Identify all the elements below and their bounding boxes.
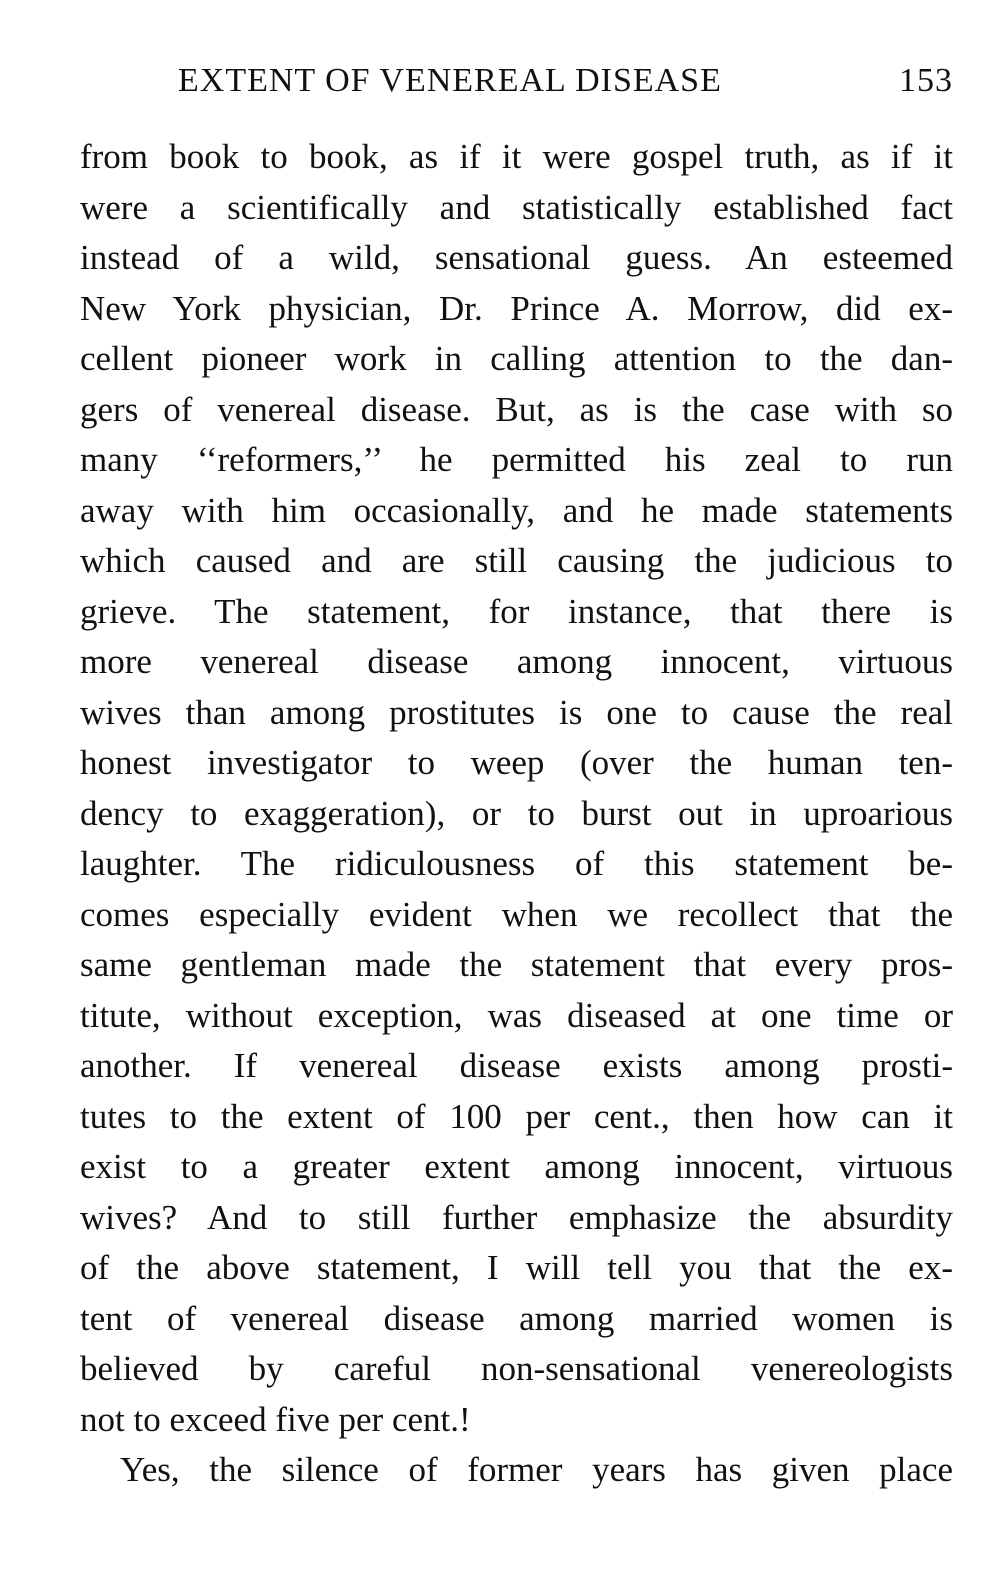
text-line: of the above statement, I will tell you that the ex- — [80, 1248, 953, 1287]
paragraph-start-line: Yes, the silence of former years has given place — [120, 1450, 953, 1489]
text-line: gers of venereal disease. But, as is the case with so — [80, 389, 953, 429]
text-line: comes especially evident when we recollect that the — [80, 894, 953, 934]
body-text — [80, 132, 953, 1496]
text-line: wives? And to still further emphasize the absurdity — [80, 1197, 953, 1237]
text-line: from book to book, as if it were gospel truth, as if it — [80, 137, 953, 176]
running-header — [178, 58, 953, 104]
text-line: instead of a wild, sensational guess. An esteemed — [80, 238, 953, 277]
text-line: exist to a greater extent among innocent, virtuous — [80, 1147, 953, 1186]
text-line: tutes to the extent of 100 per cent., then how can it — [80, 1096, 953, 1136]
text-line: grieve. The statement, for instance, that there is — [80, 591, 953, 631]
text-line: believed by careful non-sensational venereologists — [80, 1349, 953, 1388]
text-line: away with him occasionally, and he made statements — [80, 490, 953, 530]
text-line: New York physician, Dr. Prince A. Morrow, did ex- — [80, 288, 953, 328]
text-line: more venereal disease among innocent, virtuous — [80, 642, 953, 681]
text-line: same gentleman made the statement that every pros- — [80, 945, 953, 984]
paragraph-end-line: not to exceed five per cent.! — [80, 1399, 471, 1439]
text-line: many ‘‘reformers,’’ he permitted his zeal to run — [80, 440, 953, 479]
text-line: wives than among prostitutes is one to cause the real — [80, 692, 953, 732]
page-number: 153 — [899, 62, 953, 99]
text-line: cellent pioneer work in calling attention to the dan- — [80, 339, 953, 378]
text-line: were a scientifically and statistically established fact — [80, 187, 953, 227]
text-line: titute, without exception, was diseased at one time or — [80, 995, 953, 1035]
text-line: another. If venereal disease exists among prosti- — [80, 1046, 953, 1085]
text-line: dency to exaggeration), or to burst out in uproarious — [80, 793, 953, 833]
text-line: laughter. The ridiculousness of this statement be- — [80, 844, 953, 883]
text-line: honest investigator to weep (over the human ten- — [80, 743, 953, 782]
text-line: which caused and are still causing the judicious to — [80, 541, 953, 580]
text-line: tent of venereal disease among married women is — [80, 1298, 953, 1338]
running-title: EXTENT OF VENEREAL DISEASE — [178, 62, 722, 99]
